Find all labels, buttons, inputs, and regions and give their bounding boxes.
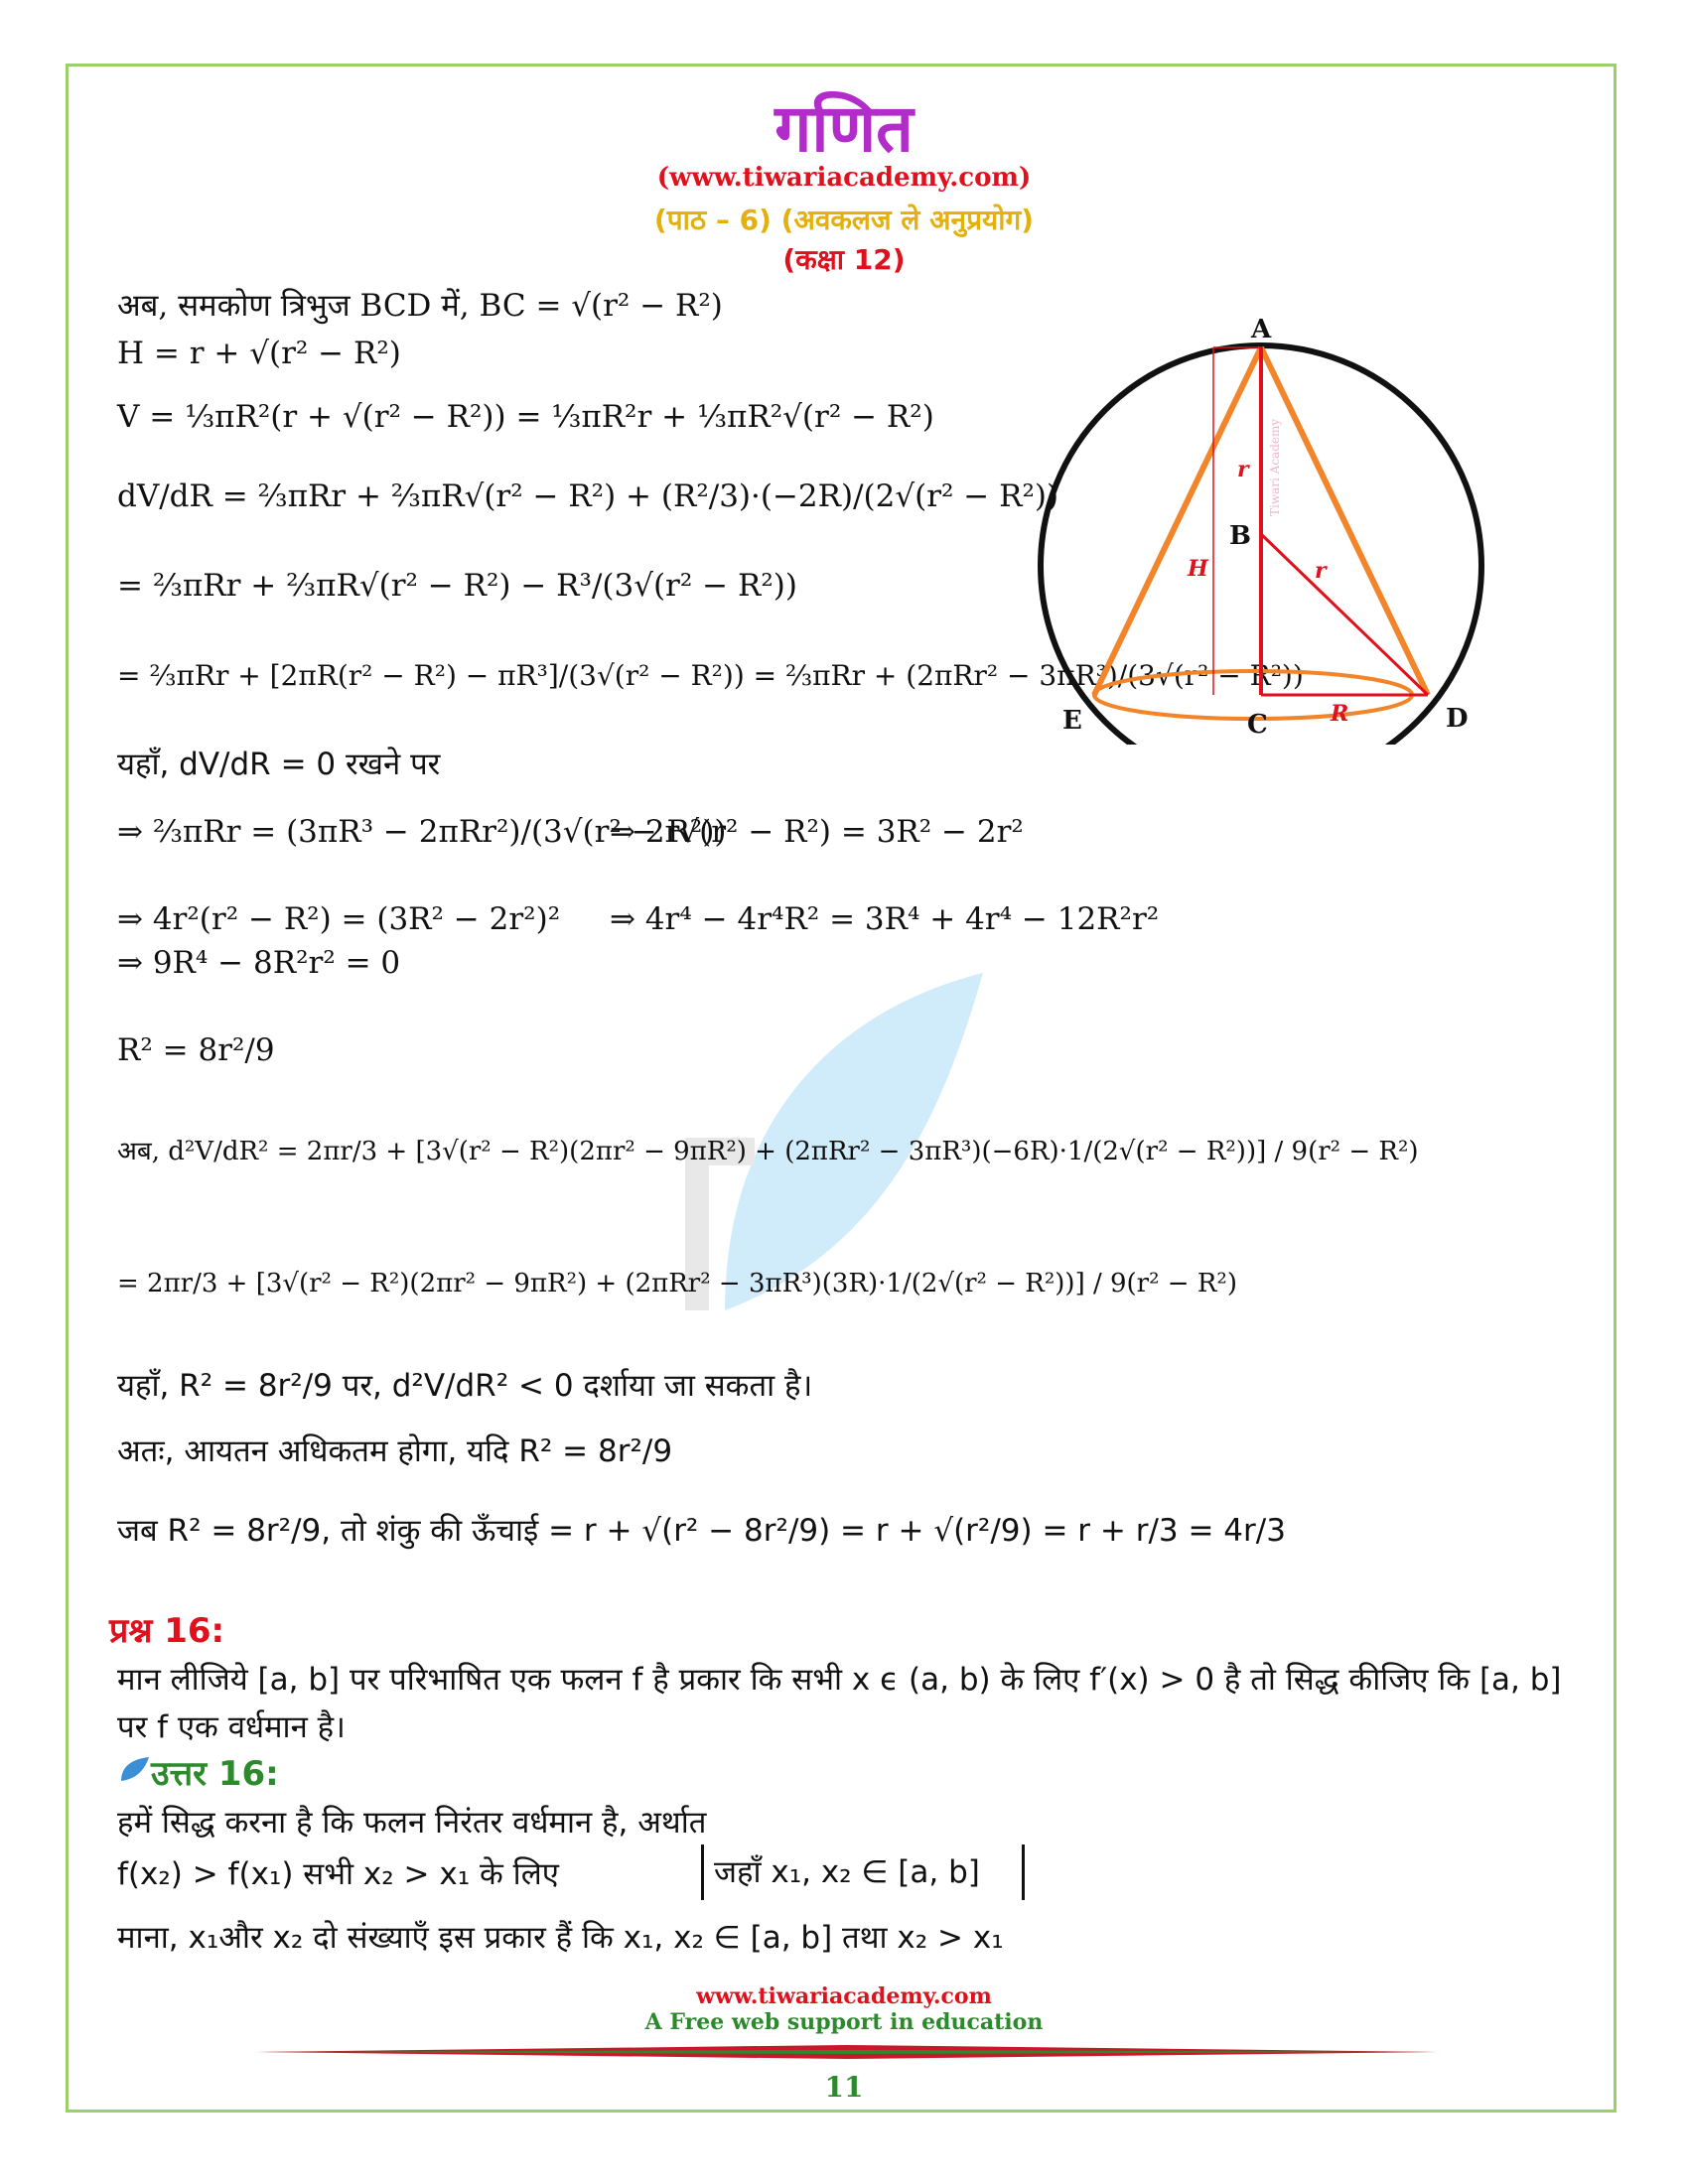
label-r-diag: r: [1315, 558, 1327, 584]
math-line: = ⅔πRr + [2πR(r² − R²) − πR³]/(3√(r² − R²)) = ⅔πRr + (2πRr² − 3πR³)/(3√(r² − R²)): [117, 659, 1304, 692]
label-d: D: [1446, 704, 1469, 734]
math-line: R² = 8r²/9: [117, 1032, 275, 1068]
math-line: यहाँ, dV/dR = 0 रखने पर: [117, 747, 441, 782]
label-a: A: [1251, 318, 1272, 344]
footer-tagline: A Free web support in education: [644, 2009, 1044, 2035]
label-c: C: [1247, 710, 1268, 740]
math-line: यहाँ, R² = 8r²/9 पर, d²V/dR² < 0 दर्शाया जा सकता है।: [117, 1368, 813, 1404]
header-url: (www.tiwariacademy.com): [656, 163, 1032, 193]
answer-label: उत्तर 16:: [151, 1754, 279, 1794]
math-line: dV/dR = ⅔πRr + ⅔πR√(r² − R²) + (R²/3)·(−2R)/(2√(r² − R²)): [117, 478, 1059, 514]
math-line: ⇒ 4r²(r² − R²) = (3R² − 2r²)²: [117, 901, 561, 937]
page-title: गणित: [774, 90, 914, 167]
math-line: अतः, आयतन अधिकतम होगा, यदि R² = 8r²/9: [117, 1433, 673, 1469]
answer-text: माना, x₁और x₂ दो संख्याएँ इस प्रकार हैं कि x₁, x₂ ∈ [a, b] तथा x₂ > x₁: [117, 1920, 1004, 1956]
answer-text: हमें सिद्ध करना है कि फलन निरंतर वर्धमान है, अर्थात: [117, 1805, 707, 1841]
label-r-top: r: [1237, 457, 1249, 482]
class-label: (कक्षा 12): [782, 243, 906, 276]
leaf-icon: [117, 1755, 151, 1783]
math-line: H = r + √(r² − R²): [117, 336, 401, 371]
math-line: ⇒ 2r√(r² − R²) = 3R² − 2r²: [610, 814, 1024, 850]
math-line: ⇒ 4r⁴ − 4r⁴R² = 3R⁴ + 4r⁴ − 12R²r²: [610, 901, 1160, 937]
math-line: जब R² = 8r²/9, तो शंकु की ऊँचाई = r + √(r² − 8r²/9) = r + √(r²/9) = r + r/3 = 4r/3: [117, 1513, 1286, 1549]
label-e: E: [1062, 706, 1082, 736]
page-number: 11: [824, 2071, 864, 2104]
question-text: मान लीजिये [a, b] पर परिभाषित एक फलन f है प्रकार कि सभी x ϵ (a, b) के लिए f′(x) > 0 है तो सिद्ध कीजिए कि [a, b] पर f एक वर्धमान है।: [117, 1662, 1562, 1745]
math-line: अब, समकोण त्रिभुज BCD में, BC = √(r² − R²): [117, 288, 723, 324]
chapter-label: (पाठ – 6) (अवकलज ले अनुप्रयोग): [653, 204, 1035, 236]
cone-in-sphere-figure: [1013, 318, 1529, 745]
figure-watermark: Tiwari Academy: [1268, 418, 1282, 516]
math-line: अब, d²V/dR² = 2πr/3 + [3√(r² − R²)(2πr² − 9πR²) + (2πRr² − 3πR³)(−6R)·1/(2√(r² − R²))] / 9(r² − R²): [117, 1137, 1419, 1166]
math-line: ⇒ ⅔πRr = (3πR³ − 2πRr²)/(3√(r² − R²)): [117, 814, 727, 850]
answer-text: f(x₂) > f(x₁) सभी x₂ > x₁ के लिए: [117, 1856, 559, 1892]
label-R: R: [1331, 701, 1349, 727]
label-h: H: [1188, 556, 1208, 582]
footer-divider: [256, 2045, 1438, 2059]
math-line: = 2πr/3 + [3√(r² − R²)(2πr² − 9πR²) + (2πRr² − 3πR³)(3R)·1/(2√(r² − R²))] / 9(r² − R²): [117, 1269, 1237, 1298]
footer-url[interactable]: www.tiwariacademy.com: [696, 1983, 992, 2009]
math-line: = ⅔πRr + ⅔πR√(r² − R²) − R³/(3√(r² − R²)): [117, 568, 797, 604]
math-line: ⇒ 9R⁴ − 8R²r² = 0: [117, 945, 401, 981]
label-b: B: [1229, 521, 1251, 551]
math-line: V = ⅓πR²(r + √(r² − R²)) = ⅓πR²r + ⅓πR²√(r² − R²): [117, 399, 934, 435]
question-label: प्रश्न 16:: [109, 1611, 225, 1651]
answer-bracket-note: जहाँ x₁, x₂ ∈ [a, b]: [701, 1844, 1025, 1900]
